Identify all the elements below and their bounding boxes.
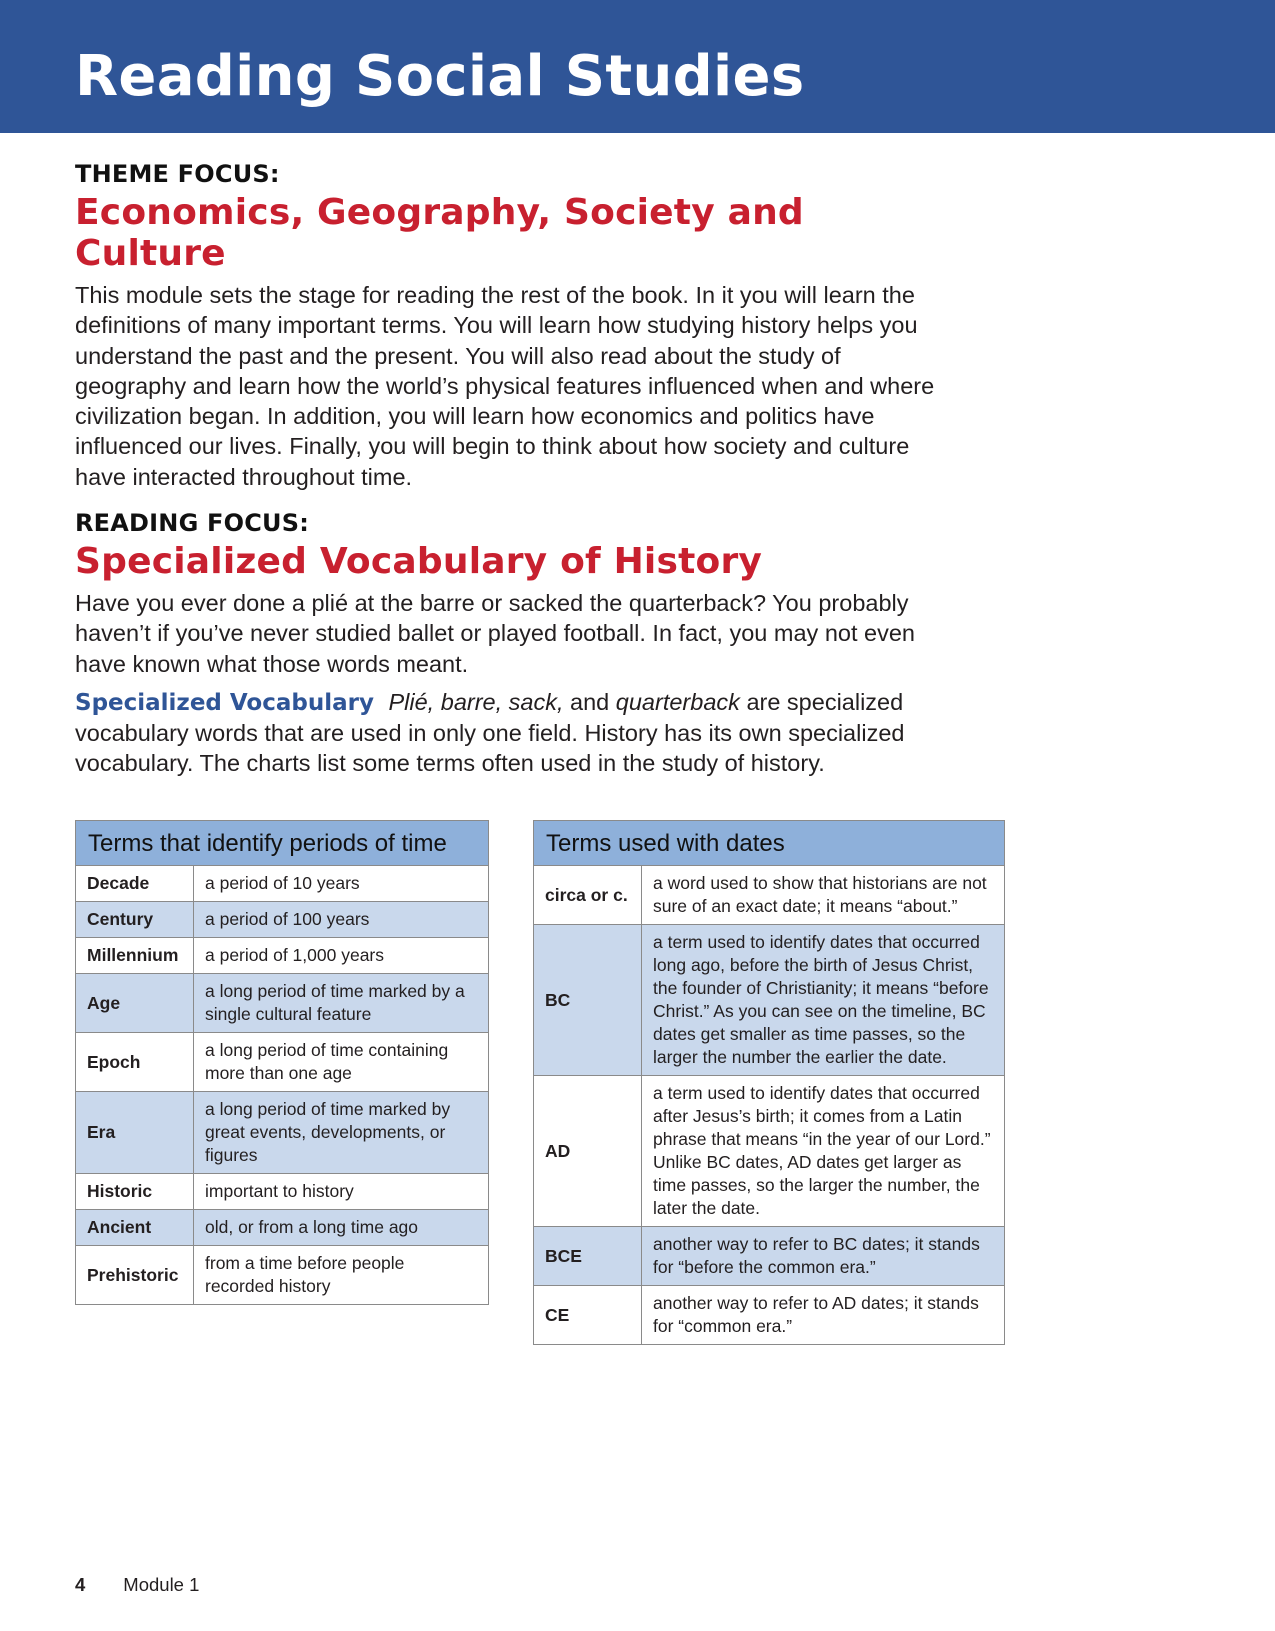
definition-cell: a long period of time containing more than one age (194, 1033, 489, 1092)
term-cell: Prehistoric (76, 1246, 194, 1305)
page-title: Reading Social Studies (75, 44, 805, 109)
table-row (76, 938, 489, 974)
term-cell: Epoch (76, 1033, 194, 1092)
table-row (76, 902, 489, 938)
table-row (76, 1246, 489, 1305)
term-cell: Millennium (76, 938, 194, 974)
module-label: Module 1 (123, 1574, 200, 1595)
definition-cell: another way to refer to BC dates; it stands for “before the common era.” (642, 1227, 1005, 1286)
reading-focus-body: Have you ever done a plié at the barre or sacked the quarterback? You probably haven’t if you’ve never studied ballet or played football. In fact, you may not even have known what those words meant. (75, 590, 915, 677)
reading-focus-title: Specialized Vocabulary of History (75, 541, 763, 582)
term-cell: Historic (76, 1174, 194, 1210)
definition-cell: from a time before people recorded history (194, 1246, 489, 1305)
theme-focus-title: Economics, Geography, Society and Culture (75, 192, 804, 274)
title-banner (0, 0, 1275, 133)
periods-table-title: Terms that identify periods of time (76, 821, 489, 866)
table-row (76, 1033, 489, 1092)
vocab-word-quarterback: quarterback (615, 688, 740, 715)
reading-focus-section (75, 509, 955, 779)
definition-cell: a period of 1,000 years (194, 938, 489, 974)
table-row (76, 1210, 489, 1246)
specialized-vocabulary-head: Specialized Vocabulary (75, 689, 374, 716)
definition-cell: another way to refer to AD dates; it stands for “common era.” (642, 1286, 1005, 1345)
vocab-words: Plié, barre, sack, (388, 688, 564, 715)
table-row (534, 1076, 1005, 1227)
term-cell: Era (76, 1092, 194, 1174)
term-cell: Decade (76, 866, 194, 902)
definition-cell: a word used to show that historians are not sure of an exact date; it means “about.” (642, 866, 1005, 925)
table-row (76, 1174, 489, 1210)
definition-cell: a period of 10 years (194, 866, 489, 902)
table-row (76, 974, 489, 1033)
term-cell: AD (534, 1076, 642, 1227)
term-cell: BC (534, 925, 642, 1076)
term-cell: Age (76, 974, 194, 1033)
definition-cell: a long period of time marked by a single cultural feature (194, 974, 489, 1033)
page-footer (75, 1574, 199, 1596)
specialized-vocabulary-paragraph (75, 687, 955, 779)
theme-focus-section (75, 160, 955, 492)
definition-cell: old, or from a long time ago (194, 1210, 489, 1246)
dates-terms-table (533, 820, 1005, 1345)
definition-cell: a term used to identify dates that occurred after Jesus’s birth; it comes from a Latin phrase that means “in the year of our Lord.” Unlike BC dates, AD dates get larger as time passes, so the larger the number, the later the date. (642, 1076, 1005, 1227)
reading-focus-label: READING FOCUS: (75, 509, 310, 537)
table-row (534, 1227, 1005, 1286)
vocab-rest: are specialized vocabulary words that are used in only one field. History has its own specialized vocabulary. The charts list some terms often used in the study of history. (75, 688, 905, 777)
page-number: 4 (75, 1574, 86, 1595)
definition-cell: a period of 100 years (194, 902, 489, 938)
table-row (534, 866, 1005, 925)
table-row (76, 1092, 489, 1174)
definition-cell: a term used to identify dates that occurred long ago, before the birth of Jesus Christ, the founder of Christianity; it means “before Christ.” As you can see on the timeline, BC dates get smaller as time passes, so the larger the number the earlier the date. (642, 925, 1005, 1076)
theme-focus-body: This module sets the stage for reading the rest of the book. In it you will learn the definitions of many important terms. You will learn how studying history helps you understand the past and the present. You will also read about the study of geography and learn how the world’s physical features influenced when and where civilization began. In addition, you will learn how economics and politics have influenced our lives. Finally, you will begin to think about how society and culture have interacted throughout time. (75, 282, 935, 490)
term-cell: BCE (534, 1227, 642, 1286)
vocab-and: and (570, 688, 610, 715)
table-row (76, 866, 489, 902)
term-cell: Century (76, 902, 194, 938)
periods-of-time-table (75, 820, 489, 1305)
term-cell: Ancient (76, 1210, 194, 1246)
definition-cell: a long period of time marked by great events, developments, or figures (194, 1092, 489, 1174)
theme-focus-label: THEME FOCUS: (75, 160, 280, 188)
table-row (534, 925, 1005, 1076)
definition-cell: important to history (194, 1174, 489, 1210)
dates-table-title: Terms used with dates (534, 821, 1005, 866)
term-cell: circa or c. (534, 866, 642, 925)
term-cell: CE (534, 1286, 642, 1345)
table-row (534, 1286, 1005, 1345)
